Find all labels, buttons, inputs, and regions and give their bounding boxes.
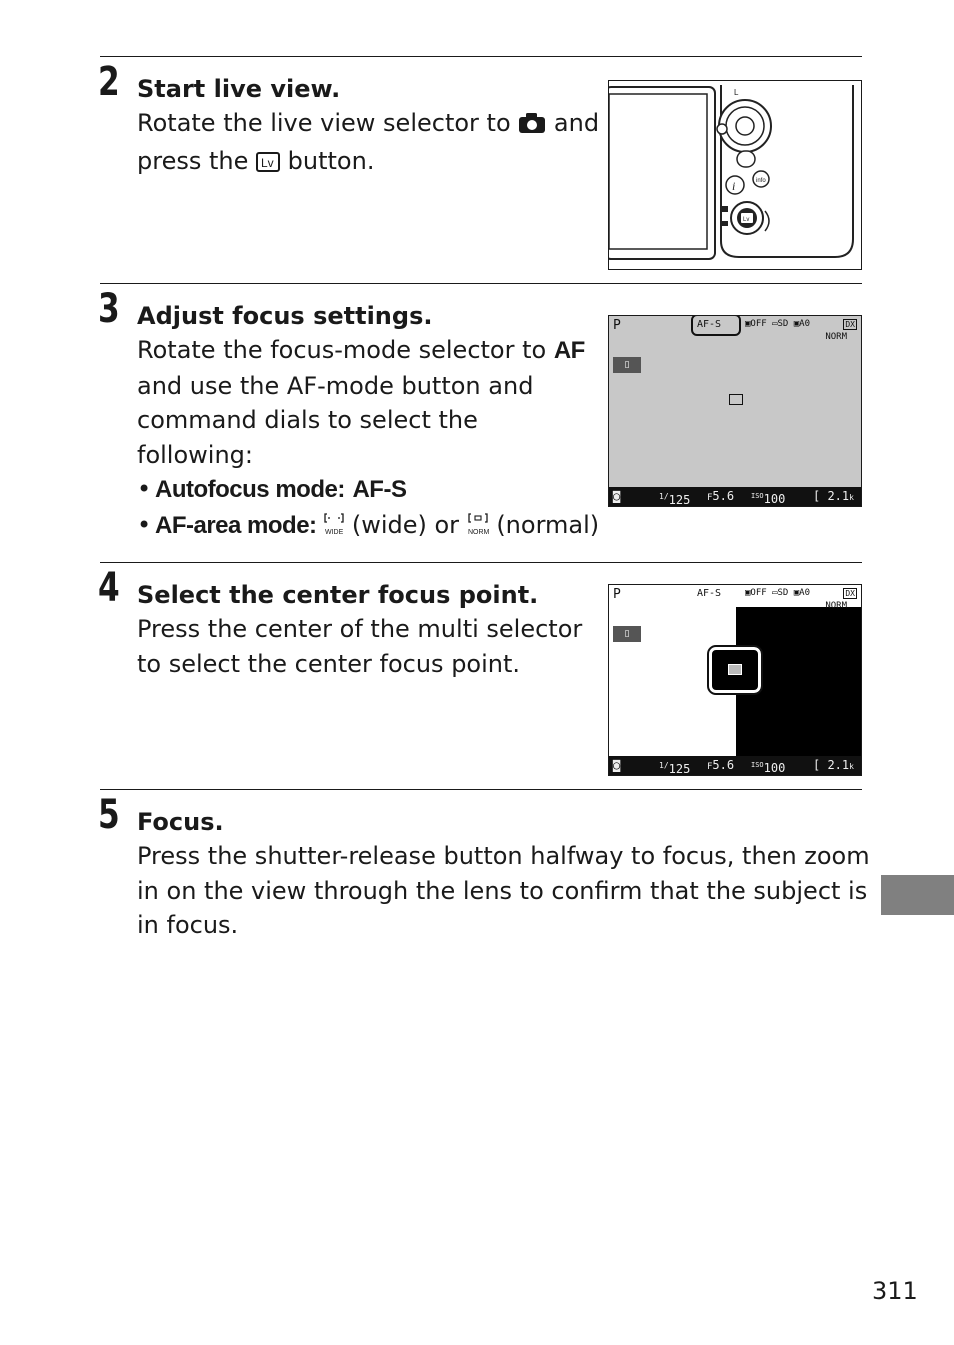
svg-text:NORM: NORM	[467, 528, 489, 536]
step-number: 4	[98, 565, 120, 611]
image-quality: NORM	[825, 332, 847, 342]
section-divider	[100, 56, 862, 57]
step-number: 3	[98, 286, 120, 332]
focus-point	[729, 394, 743, 405]
svg-text:info: info	[756, 178, 766, 184]
metering-icon: ◙	[613, 758, 621, 772]
step-text: in focus.	[137, 911, 239, 940]
step-text: button.	[287, 146, 375, 175]
camera-icon	[518, 109, 546, 144]
metering-icon: ◙	[613, 489, 621, 503]
step-text: and use the AF-mode button and	[137, 371, 534, 400]
step-title: Select the center focus point.	[137, 581, 539, 609]
step-text: to select the center focus point.	[137, 649, 521, 678]
bullet-value: AF-S	[352, 476, 407, 504]
image-quality: NORM	[825, 601, 847, 611]
step-body	[137, 106, 599, 181]
step-text: command dials to select the	[137, 406, 478, 435]
settings-icons: ▣OFF ▭SD ▣A0	[745, 319, 811, 329]
exposure-info-bar: ◙ $^{1/}$125 F5.6 $^{ISO}$100 [ 2.1k	[609, 756, 861, 775]
section-thumb-tab	[881, 875, 954, 915]
live-view-display-center-point	[608, 584, 862, 776]
af-mode: AF-S	[697, 588, 722, 599]
svg-text:i: i	[732, 179, 736, 193]
svg-text:Lv: Lv	[743, 217, 750, 223]
step-body	[137, 333, 599, 546]
step-number: 2	[98, 59, 120, 105]
step-text: (normal)	[496, 510, 600, 539]
step-title: Focus.	[137, 808, 224, 836]
step-text: press the	[137, 146, 249, 175]
image-area: DX	[845, 320, 855, 329]
aperture: 5.6	[712, 489, 735, 503]
af-mode: AF-S	[697, 319, 722, 330]
svg-text:L: L	[734, 88, 739, 97]
section-divider	[100, 283, 862, 284]
focus-point	[728, 664, 742, 675]
svg-text:Lv: Lv	[261, 155, 274, 170]
lv-info-bar	[609, 585, 861, 611]
bullet-label: AF-area mode	[155, 511, 310, 539]
shots-remaining: 2.1	[827, 489, 850, 503]
touch-shutter-icon: ▯	[613, 626, 641, 642]
shutter-speed: 125	[668, 762, 691, 776]
section-divider	[100, 562, 862, 563]
step-text: (wide) or	[351, 510, 460, 539]
live-view-display-af-settings	[608, 315, 862, 507]
shooting-mode: P	[613, 587, 621, 602]
step-body	[137, 839, 870, 943]
step-text: Rotate the focus-mode selector to	[137, 336, 547, 364]
live-view-button-icon	[256, 147, 280, 182]
bullet-item: • AF-area mode: WIDE (wide) or NORM (normal)	[137, 508, 599, 546]
image-area: DX	[845, 589, 855, 598]
svg-text:WIDE: WIDE	[325, 528, 344, 536]
exposure-info-bar: ◙ $^{1/}$125 F5.6 $^{ISO}$100 [ 2.1k	[609, 487, 861, 506]
bullet-item: • Autofocus mode: AF-S	[137, 475, 407, 504]
page-number: 311	[872, 1277, 918, 1305]
section-divider	[100, 789, 862, 790]
step-text: and	[553, 109, 600, 137]
shooting-mode: P	[613, 318, 621, 333]
step-text: Press the center of the multi selector	[137, 615, 583, 643]
iso: 100	[763, 761, 786, 775]
step-number: 5	[98, 792, 120, 838]
normal-af-area-icon	[467, 511, 489, 546]
wide-af-area-icon	[324, 511, 344, 546]
shots-remaining: 2.1	[827, 758, 850, 772]
touch-shutter-icon: ▯	[613, 357, 641, 373]
step-text: Rotate the live view selector to	[137, 109, 511, 137]
camera-back-illustration	[608, 80, 862, 270]
step-text: Press the shutter-release button halfway to focus, then zoom	[137, 842, 870, 870]
step-text: in on the view through the lens to confirm that the subject is	[137, 876, 868, 905]
bullet-label: Autofocus mode	[155, 476, 338, 504]
settings-icons: ▣OFF ▭SD ▣A0	[745, 588, 811, 598]
iso: 100	[763, 492, 786, 506]
step-body	[137, 612, 582, 681]
lv-info-bar	[609, 316, 861, 342]
shutter-speed: 125	[668, 493, 691, 507]
step-title: Start live view.	[137, 75, 341, 103]
step-text: following:	[137, 440, 253, 469]
aperture: 5.6	[712, 758, 735, 772]
focus-mode-value: AF	[553, 337, 585, 364]
step-title: Adjust focus settings.	[137, 302, 433, 330]
